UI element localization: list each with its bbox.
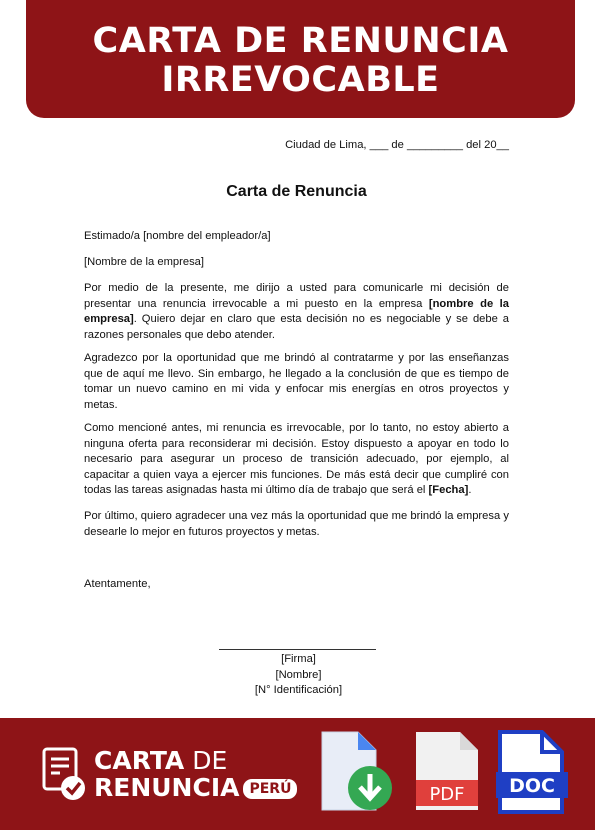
signature-placeholder: [Firma] [281,653,316,665]
paragraph-3-text-a: Como mencioné antes, mi renuncia es irrevocable, por lo tanto, no estoy abierto a ninguna oferta para reconsiderar mi decisión. Estoy dispuesto a apoyar en todo lo necesario para asegurar un proceso de transición adecuado, por ejemplo, al capacitar a quien vaya a ejercer mis funciones. De más está decir que cumpliré con todas las tareas asignadas hasta mi último día de trabajo que será el [84,422,509,497]
paragraph-1-text-a: Por medio de la presente, me dirijo a usted para comunicarle mi decisión de presentar una renuncia irrevocable a mi puesto en la empresa [84,282,509,310]
salutation: Estimado/a [nombre del empleador/a] [84,230,271,242]
id-placeholder: [N° Identificación] [254,684,343,697]
banner-title-line1: CARTA DE RENUNCIA [92,21,509,61]
company-name: [Nombre de la empresa] [84,256,205,268]
pdf-file-icon[interactable] [414,730,480,819]
paragraph-4: Por último, quiero agradecer una vez más la oportunidad que me brindó la empresa y desearle lo mejor en futuros proyectos y metas. [84,510,509,538]
pdf-label: PDF [429,784,465,805]
doc-label: DOC [509,775,555,797]
download-file-icon[interactable] [318,730,396,821]
logo-word-renuncia: RENUNCIA [94,773,240,802]
date-placeholder: [Fecha] [428,484,469,497]
brand-logo [94,747,297,801]
signature-line [219,649,376,650]
name-placeholder: [Nombre] [275,668,322,681]
signature-block [84,652,509,699]
doc-file-icon[interactable] [496,730,572,821]
closing: Atentamente, [84,578,151,590]
logo-word-de: DE [192,746,228,775]
paragraph-2: Agradezco por la oportunidad que me brindó al contratarme y por las enseñanzas que de aquí me llevo. Sin embargo, he llegado a la conclusión de que es tiempo de tomar un nuevo camino en mi vida y enfocar mis energías en otros proyectos y metas. [84,352,509,411]
paragraph-1-text-c: . Quiero dejar en claro que esta decisión no es negociable y se debe a razones personales que debo atender. [84,313,509,341]
paragraph-3-text-c: . [468,484,472,497]
letter-heading: Carta de Renuncia [226,183,367,200]
document-check-icon [42,747,88,808]
city-date-line: Ciudad de Lima, ___ de _________ del 20__ [285,139,509,151]
banner-title [26,22,575,100]
title-banner [26,0,575,118]
paragraph-1 [84,281,509,343]
peru-badge: PERÚ [243,779,297,799]
banner-title-line2: IRREVOCABLE [161,60,440,100]
logo-word-carta: CARTA [94,746,185,775]
company-placeholder: [nombre de la empresa] [84,297,509,326]
paragraph-3 [84,421,509,499]
